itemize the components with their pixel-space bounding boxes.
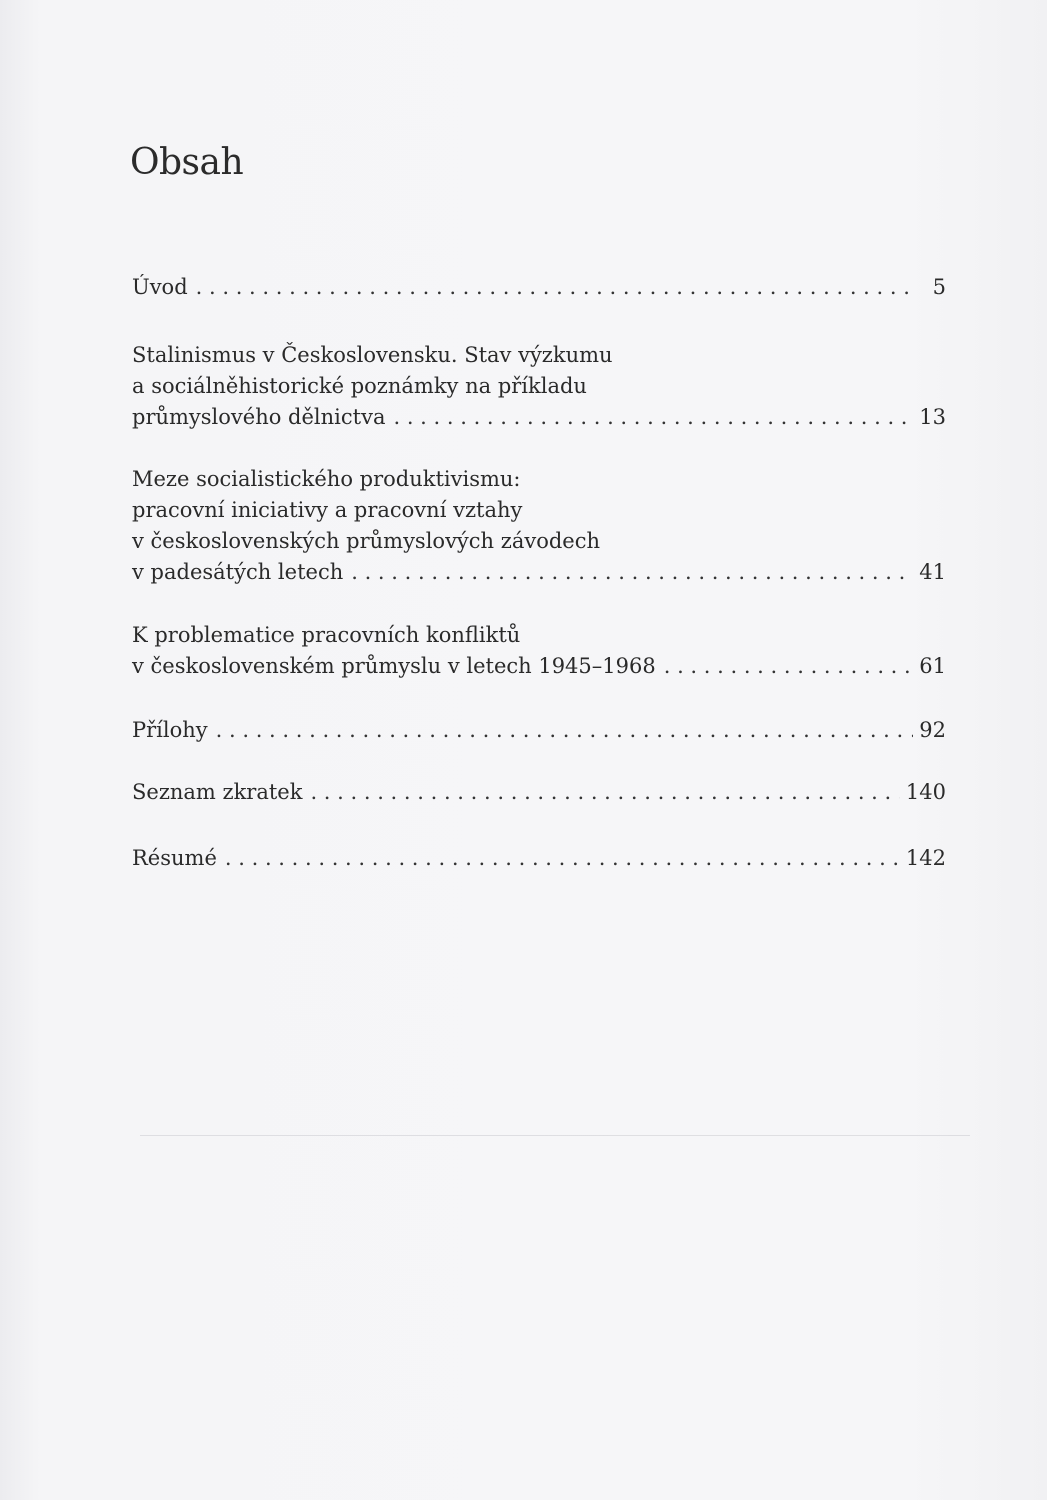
toc-entry-title: Úvod: [132, 275, 188, 299]
toc-entry-line: [132, 843, 946, 874]
page-title: Obsah: [130, 142, 244, 183]
dot-leader: [664, 651, 914, 682]
toc-entry-title: Résumé: [132, 846, 217, 870]
toc-entry-title-line: v československých průmyslových závodech: [132, 529, 601, 553]
toc-page-number: 142: [905, 846, 946, 870]
toc-entry-title: Seznam zkratek: [132, 780, 303, 804]
toc-page-number: 41: [919, 560, 946, 584]
toc-entry-line: [132, 557, 946, 588]
dot-leader: [225, 843, 900, 874]
toc-entry-seznam-zkratek[interactable]: [132, 777, 946, 808]
toc-entry-title-line: a sociálněhistorické poznámky na příkladu: [132, 374, 587, 398]
toc-entry-resume[interactable]: [132, 843, 946, 874]
toc-page-number: 92: [919, 718, 946, 742]
toc-entry-line: [132, 402, 946, 433]
dot-leader: [351, 557, 913, 588]
toc-entry-title-line: pracovní iniciativy a pracovní vztahy: [132, 498, 523, 522]
toc-entry-line: [132, 272, 946, 303]
toc-entry-stalinismus[interactable]: [132, 340, 946, 433]
toc-entry-title-line: Stalinismus v Československu. Stav výzkumu: [132, 343, 613, 367]
dot-leader: [310, 777, 899, 808]
toc-entry-title: v československém průmyslu v letech 1945–1968: [132, 654, 656, 678]
toc-entry-title-line: Meze socialistického produktivismu:: [132, 467, 521, 491]
toc-page-number: 140: [905, 780, 946, 804]
toc-entry-line: [132, 651, 946, 682]
toc-entry-prilohy[interactable]: [132, 715, 946, 746]
bleed-through-rule: [140, 1135, 970, 1136]
toc-page-number: 13: [919, 405, 946, 429]
toc-entry-title: Přílohy: [132, 718, 208, 742]
toc-entry-meze[interactable]: [132, 464, 946, 588]
toc-entry-title-line: K problematice pracovních konfliktů: [132, 623, 521, 647]
toc-entry-line: [132, 715, 946, 746]
toc-entry-uvod[interactable]: [132, 272, 946, 303]
dot-leader: [393, 402, 913, 433]
toc-entry-title: v padesátých letech: [132, 560, 344, 584]
toc-entry-title: průmyslového dělnictva: [132, 405, 386, 429]
toc-page-number: 61: [919, 654, 946, 678]
dot-leader: [196, 272, 918, 303]
toc-entry-konflikty[interactable]: [132, 620, 946, 682]
toc-entry-line: [132, 777, 946, 808]
toc-page-number: 5: [932, 275, 946, 299]
dot-leader: [216, 715, 914, 746]
